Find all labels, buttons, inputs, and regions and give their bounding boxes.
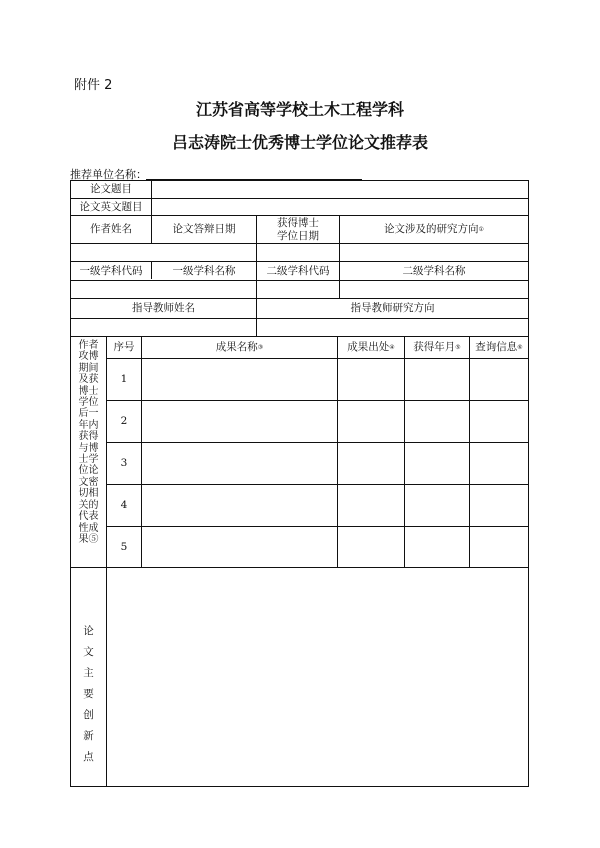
innovation-content-field[interactable] — [107, 568, 528, 786]
thesis-title-field[interactable] — [152, 181, 528, 198]
innovation-side-char: 创 — [83, 709, 94, 721]
level1-code-label: 一级学科代码 — [79, 264, 143, 277]
achievements-side-char: 作者 — [78, 340, 99, 351]
level1-name-label: 一级学科名称 — [172, 264, 236, 277]
achievements-side-char: 果⑤ — [78, 533, 99, 545]
achievements-side-label — [71, 340, 106, 545]
seq-header: 序号 — [113, 341, 135, 353]
recommendation-form-table — [70, 180, 529, 787]
recommending-unit-label: 推荐单位名称： — [70, 168, 147, 181]
degree-date-label: 获得博士 学位日期 — [277, 216, 319, 242]
innovation-side-label — [71, 621, 106, 768]
obtained-date-header: 获得年月 ⑤ — [413, 341, 461, 353]
achievements-side-char: 性成 — [78, 522, 99, 534]
row-seq: 2 — [120, 415, 128, 427]
defense-date-label: 论文答辩日期 — [172, 223, 236, 235]
achievements-side-char: 位论 — [78, 465, 99, 477]
result-source-header: 成果出处 ④ — [347, 341, 395, 353]
achievements-side-char: 及获 — [78, 374, 99, 386]
author-name-label: 作者姓名 — [90, 223, 132, 235]
innovation-side-char: 要 — [83, 688, 94, 700]
row-seq: 5 — [120, 540, 128, 553]
achievements-side-char: 攻博 — [78, 351, 99, 363]
thesis-title-en-label: 论文英文题目 — [79, 200, 143, 213]
research-direction-label: 论文涉及的研究方向 ① — [384, 223, 484, 235]
thesis-title-label: 论文题目 — [90, 183, 132, 195]
achievements-side-char: 年内 — [78, 419, 99, 431]
innovation-side-char: 主 — [83, 667, 94, 679]
advisor-direction-label: 指导教师研究方向 — [350, 302, 435, 314]
row-seq: 3 — [120, 457, 128, 469]
achievements-side-char: 文密 — [78, 476, 99, 488]
query-info-header: 查询信息 ⑥ — [475, 341, 523, 353]
achievements-side-char: 关的 — [78, 499, 99, 511]
advisor-name-label: 指导教师姓名 — [132, 302, 195, 314]
achievements-side-char: 代表 — [78, 511, 99, 523]
level2-code-label: 二级学科代码 — [266, 264, 330, 277]
row-seq: 1 — [120, 373, 128, 385]
innovation-side-char: 点 — [83, 751, 94, 763]
achievements-side-char: 切相 — [78, 488, 99, 500]
achievements-side-char: 期间 — [78, 362, 99, 374]
achievements-side-char: 获得 — [78, 431, 99, 443]
achievements-side-char: 士学 — [78, 454, 99, 466]
level2-name-label: 二级学科名称 — [402, 264, 466, 277]
achievements-side-char: 与博 — [78, 442, 99, 454]
innovation-side-char: 论 — [83, 625, 94, 637]
achievements-side-char: 博士 — [78, 385, 99, 397]
innovation-side-char: 新 — [83, 730, 94, 742]
row-seq: 4 — [120, 499, 128, 511]
innovation-side-char: 文 — [83, 646, 94, 658]
achievements-side-char: 后一 — [78, 408, 99, 420]
result-name-header: 成果名称 ③ — [215, 341, 264, 353]
form-subtitle: 吕志涛院士优秀博士学位论文推荐表 — [171, 133, 428, 152]
thesis-title-en-field[interactable] — [152, 199, 528, 215]
form-title: 江苏省高等学校土木工程学科 — [195, 100, 404, 119]
annex-label: 附件 2 — [74, 78, 113, 93]
achievements-side-char: 学位 — [78, 397, 99, 409]
